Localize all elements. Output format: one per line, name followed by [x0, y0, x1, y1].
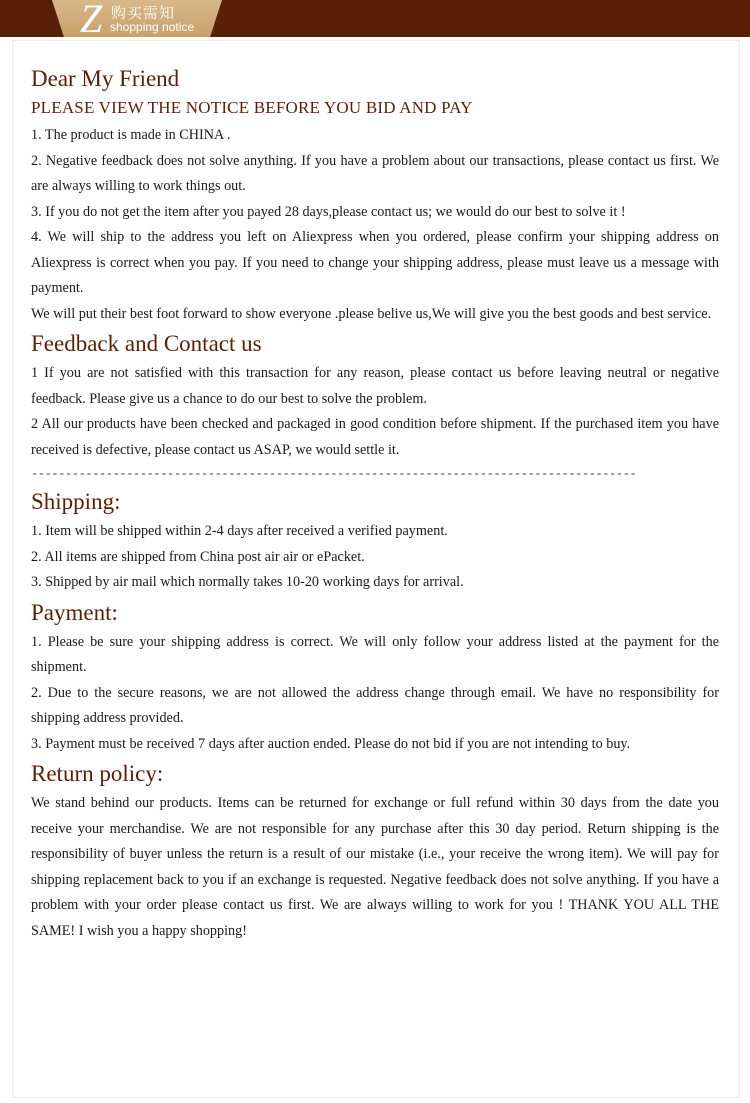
payment-item: 3. Payment must be received 7 days after auction ended. Please do not bid if you are not intending to buy.: [31, 735, 631, 752]
feedback-item: 2 All our products have been checked and packaged in good condition before shipment. If the purchased item you have received is defective, please contact us ASAP, we would settle it.: [31, 416, 719, 458]
feedback-item: 1 If you are not satisfied with this transaction for any reason, please contact us before leaving neutral or negative feedback. Please give us a chance to do our best to solve the problem.: [31, 365, 719, 407]
banner-letter: Z: [80, 0, 103, 41]
banner-title: 购买需知: [111, 4, 176, 22]
feedback-heading: Feedback and Contact us: [31, 331, 262, 356]
banner-subtitle: shopping notice: [110, 20, 195, 34]
header-banner: [0, 0, 750, 41]
notice-item: 3. If you do not get the item after you payed 28 days,please contact us; we would do our best to solve it !: [31, 203, 626, 220]
return-policy-heading: Return policy:: [31, 761, 164, 786]
section-divider: -----------------------------------------------------------------------------------------: [31, 467, 637, 481]
notice-item: 1. The product is made in CHINA .: [31, 127, 231, 143]
shipping-item: 3. Shipped by air mail which normally takes 10-20 working days for arrival.: [31, 574, 464, 590]
payment-item: 2. Due to the secure reasons, we are not allowed the address change through email. We have no responsibility for shipping address provided.: [31, 684, 719, 726]
greeting-heading: Dear My Friend: [31, 66, 180, 91]
notice-item: 4. We will ship to the address you left on Aliexpress when you ordered, please confirm your shipping address on Aliexpress is correct when you pay. If you need to change your shipping address, please must leave us a message with payment.: [31, 229, 719, 296]
notice-item: We will put their best foot forward to show everyone .please belive us,We will give you the best goods and best service.: [31, 305, 712, 322]
notice-heading: PLEASE VIEW THE NOTICE BEFORE YOU BID AND PAY: [31, 98, 473, 117]
shipping-item: 1. Item will be shipped within 2-4 days after received a verified payment.: [31, 523, 448, 539]
payment-item: 1. Please be sure your shipping address is correct. We will only follow your address listed at the payment for the shipment.: [31, 633, 719, 675]
return-policy-text: We stand behind our products. Items can be returned for exchange or full refund within 30 days from the date you receive your merchandise. We are not responsible for any purchase after this 30 day period. Return shipping is the responsibility of buyer unless the return is a result of our mistake (i.e., your receive the wrong item). We will pay for shipping replacement back to you if an exchange is requested. Negative feedback does not solve anything. If you have a problem with your order please contact us first. We are always willing to work for you ! THANK YOU ALL THE SAME! I wish you a happy shopping!: [31, 795, 719, 939]
payment-heading: Payment:: [31, 599, 118, 625]
notice-item: 2. Negative feedback does not solve anything. If you have a problem about our transactions, please contact us first. We are always willing to work things out.: [31, 152, 719, 194]
shipping-heading: Shipping:: [31, 489, 121, 514]
shipping-item: 2. All items are shipped from China post air air or ePacket.: [31, 548, 365, 565]
notice-content: [31, 62, 719, 944]
